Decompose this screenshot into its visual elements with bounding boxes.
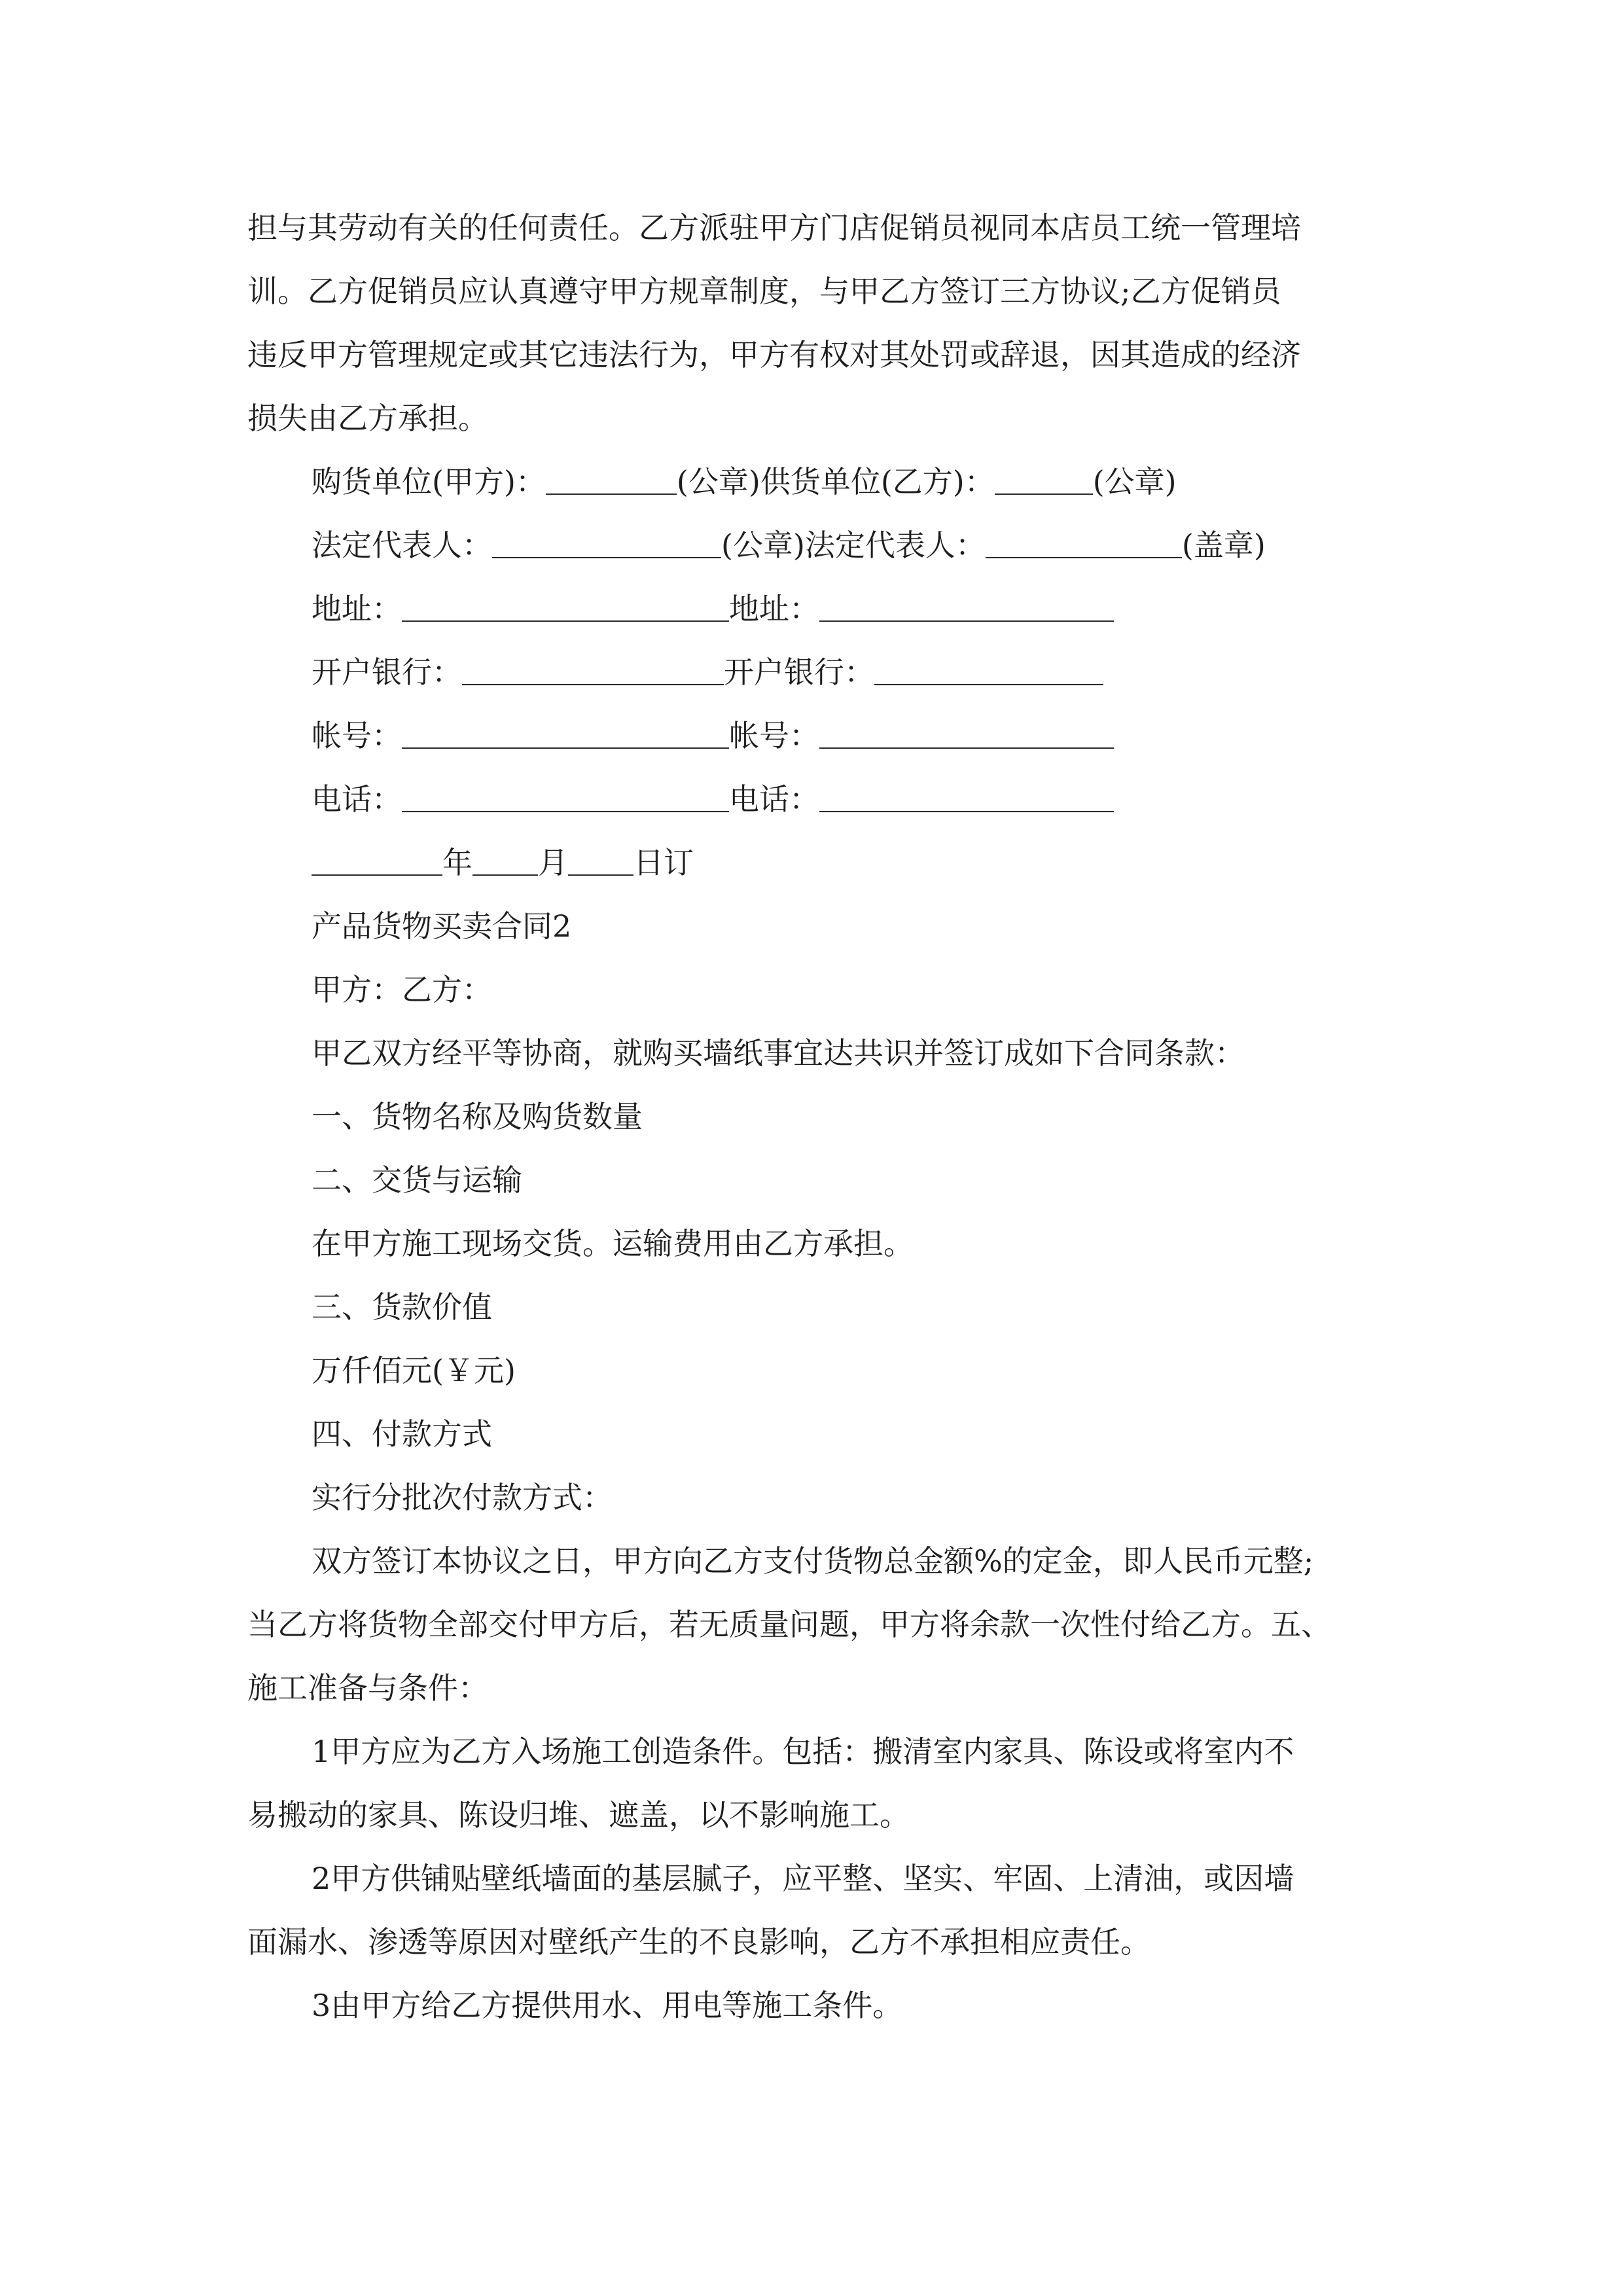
bank-blank <box>874 658 1103 685</box>
section-heading: 二、交货与运输 <box>312 1162 522 1198</box>
payment-line: 当乙方将货物全部交付甲方后，若无质量问题，甲方将余款一次性付给乙方。五、 <box>247 1607 1331 1642</box>
month-blank <box>473 848 538 876</box>
signature-row-account <box>247 704 1380 768</box>
payment-line: 施工准备与条件： <box>247 1670 488 1706</box>
seal-label: (公章) <box>676 464 760 499</box>
section-text: 在甲方施工现场交货。运输费用由乙方承担。 <box>312 1226 914 1261</box>
seal-label: (盖章) <box>1181 528 1266 563</box>
phone-label: 电话： <box>312 781 402 817</box>
phone-blank <box>819 785 1114 812</box>
condition-line: 1甲方应为乙方入场施工创造条件。包括：搬清室内家具、陈设或将室内不 <box>312 1734 1294 1769</box>
day-blank <box>568 848 633 876</box>
signature-date-row <box>247 831 1380 895</box>
condition-line: 面漏水、渗透等原因对壁纸产生的不良影响，乙方不承担相应责任。 <box>247 1924 1150 1960</box>
condition-line: 2甲方供铺贴壁纸墙面的基层腻子，应平整、坚实、牢固、上清油，或因墙 <box>312 1861 1294 1896</box>
section-heading: 一、货物名称及购货数量 <box>312 1099 643 1134</box>
account-blank <box>819 721 1114 749</box>
account-label: 帐号： <box>312 718 402 753</box>
year-label: 年 <box>442 845 473 880</box>
rep-label: 法定代表人： <box>804 528 986 563</box>
document-body <box>247 196 1380 2037</box>
address-label: 地址： <box>729 591 819 626</box>
phone-blank <box>402 785 729 812</box>
seal-label: (公章) <box>721 528 805 563</box>
address-label: 地址： <box>312 591 402 626</box>
section-text: 实行分批次付款方式： <box>312 1480 613 1515</box>
section-text: 万仟佰元(￥元) <box>312 1353 516 1388</box>
parties-line: 甲方：乙方： <box>312 972 492 1007</box>
signature-row-bank <box>247 641 1380 704</box>
account-label: 帐号： <box>729 718 819 753</box>
paragraph-line: 违反甲方管理规定或其它违法行为，甲方有权对其处罚或辞退，因其造成的经济 <box>247 337 1301 372</box>
buyer-label: 购货单位(甲方)： <box>312 464 546 499</box>
month-label: 月 <box>538 845 568 880</box>
paragraph-line: 损失由乙方承担。 <box>247 401 488 436</box>
seal-label: (公章) <box>1092 464 1177 499</box>
address-blank <box>819 594 1114 622</box>
paragraph-line: 训。乙方促销员应认真遵守甲方规章制度，与甲乙方签订三方协议;乙方促销员 <box>247 274 1281 309</box>
seller-blank <box>995 467 1093 495</box>
address-blank <box>402 594 729 622</box>
signature-row-address <box>247 577 1380 641</box>
buyer-blank <box>546 467 677 495</box>
paragraph-line: 担与其劳动有关的任何责任。乙方派驻甲方门店促销员视同本店员工统一管理培 <box>247 210 1301 245</box>
day-label: 日订 <box>633 845 694 880</box>
bank-blank <box>462 658 724 685</box>
signature-row-units <box>247 450 1380 514</box>
condition-line: 3由甲方给乙方提供用水、用电等施工条件。 <box>312 1988 903 2023</box>
section-heading: 三、货款价值 <box>312 1289 492 1325</box>
bank-label: 开户银行： <box>312 655 462 690</box>
intro-paragraph: 甲乙双方经平等协商，就购买墙纸事宜达共识并签订成如下合同条款： <box>312 1035 1245 1071</box>
account-blank <box>402 721 729 749</box>
signature-row-representative <box>247 514 1380 577</box>
phone-label: 电话： <box>729 781 819 817</box>
rep-blank <box>492 531 721 558</box>
year-blank <box>312 848 442 876</box>
contract-title: 产品货物买卖合同2 <box>312 908 572 944</box>
rep-label: 法定代表人： <box>312 528 492 563</box>
section-heading: 四、付款方式 <box>312 1416 492 1452</box>
condition-line: 易搬动的家具、陈设归堆、遮盖，以不影响施工。 <box>247 1797 910 1833</box>
rep-blank <box>986 531 1182 558</box>
seller-label: 供货单位(乙方)： <box>760 464 995 499</box>
payment-line: 双方签订本协议之日，甲方向乙方支付货物总金额%的定金，即人民币元整; <box>312 1543 1314 1579</box>
signature-row-phone <box>247 768 1380 831</box>
bank-label: 开户银行： <box>724 655 874 690</box>
